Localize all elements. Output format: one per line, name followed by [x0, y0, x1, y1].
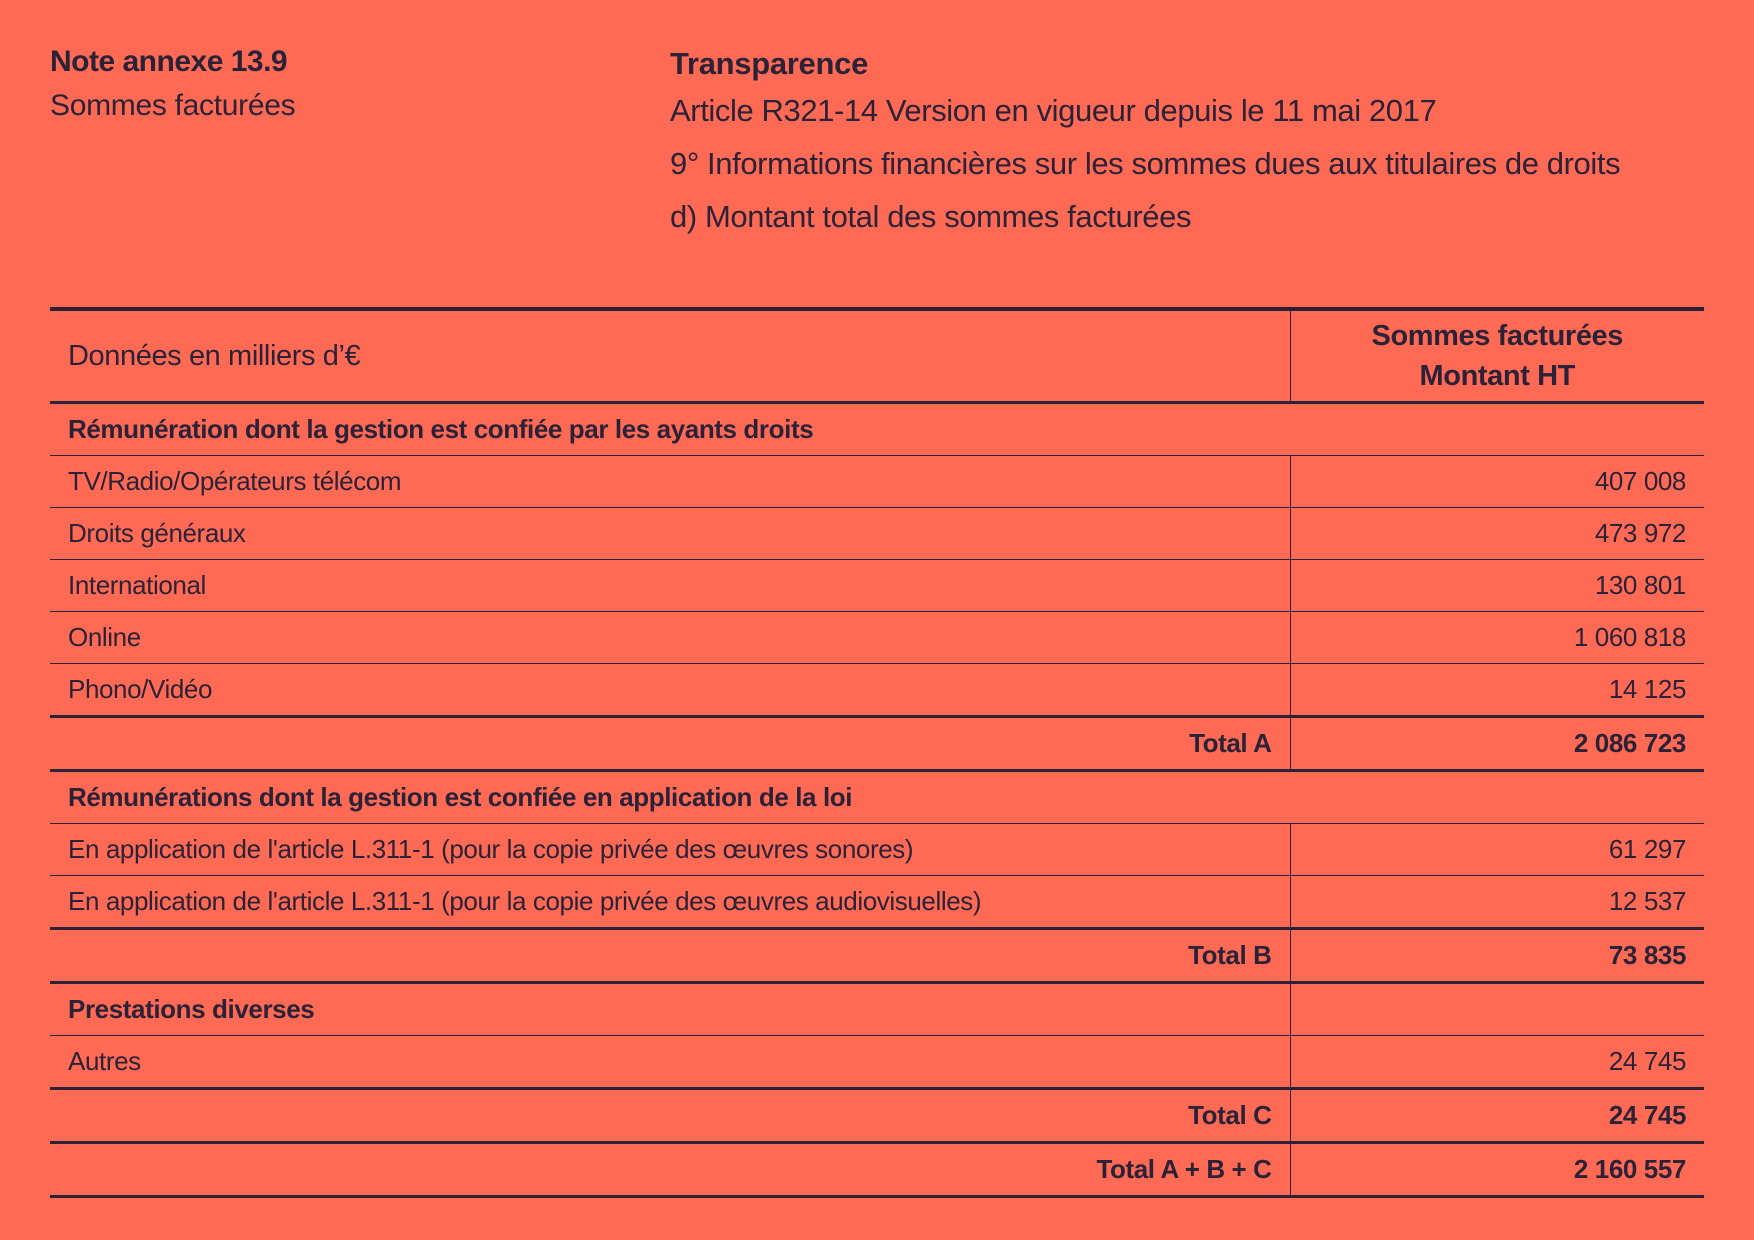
row-value: 14 125: [1290, 664, 1704, 717]
row-value: 130 801: [1290, 560, 1704, 612]
section-title: Rémunération dont la gestion est confiée par les ayants droits: [68, 414, 814, 444]
table-row: [50, 560, 1704, 612]
row-label: Autres: [68, 1046, 141, 1076]
table-header-row: [50, 309, 1704, 403]
transparence-line: Article R321-14 Version en vigueur depuis le 11 mai 2017: [670, 93, 1437, 128]
row-value: 24 745: [1290, 1036, 1704, 1089]
table-row: [50, 876, 1704, 929]
header-amount: [1290, 309, 1704, 403]
sommes-facturees-table: [50, 307, 1704, 1198]
section-empty-cell: [1290, 983, 1704, 1036]
transparence-title: Transparence: [670, 46, 869, 81]
header-amount-line1: Sommes facturées: [1371, 320, 1623, 352]
transparence-line: 9° Informations financières sur les sommes dues aux titulaires de droits: [670, 146, 1621, 181]
row-label: International: [68, 570, 206, 600]
row-label: Droits généraux: [68, 518, 246, 548]
table-row: [50, 824, 1704, 876]
row-value: 1 060 818: [1290, 612, 1704, 664]
section-header-c: [50, 983, 1704, 1036]
table-row: [50, 1036, 1704, 1089]
transparence-block: [670, 44, 1620, 243]
total-row-a: [50, 717, 1704, 771]
table-row: [50, 612, 1704, 664]
section-title: Rémunérations dont la gestion est confiée en application de la loi: [68, 782, 853, 812]
row-value: 473 972: [1290, 508, 1704, 560]
section-header-a: [50, 403, 1704, 456]
row-value: 61 297: [1290, 824, 1704, 876]
grand-total-row: [50, 1143, 1704, 1197]
note-header: [50, 44, 295, 124]
total-row-b: [50, 929, 1704, 983]
row-label: Phono/Vidéo: [68, 674, 213, 704]
row-value: 407 008: [1290, 456, 1704, 508]
table-row: [50, 664, 1704, 717]
total-value: 24 745: [1290, 1089, 1704, 1143]
total-label: Total B: [1188, 940, 1272, 970]
header-units: Données en milliers d’€: [68, 339, 361, 372]
table-row: [50, 508, 1704, 560]
row-label: En application de l'article L.311-1 (pour la copie privée des œuvres sonores): [68, 834, 914, 864]
grand-total-label: Total A + B + C: [1096, 1154, 1272, 1184]
table-row: [50, 456, 1704, 508]
row-label: Online: [68, 622, 141, 652]
total-value: 73 835: [1290, 929, 1704, 983]
total-label: Total A: [1189, 728, 1272, 758]
note-subtitle: Sommes facturées: [50, 89, 296, 122]
header-amount-line2: Montant HT: [1419, 360, 1575, 392]
row-value: 12 537: [1290, 876, 1704, 929]
row-label: TV/Radio/Opérateurs télécom: [68, 466, 402, 496]
total-row-c: [50, 1089, 1704, 1143]
note-title: Note annexe 13.9: [50, 45, 288, 78]
transparence-line: d) Montant total des sommes facturées: [670, 199, 1192, 234]
section-header-b: [50, 771, 1704, 824]
section-title: Prestations diverses: [68, 994, 315, 1024]
total-value: 2 086 723: [1290, 717, 1704, 771]
total-label: Total C: [1188, 1100, 1272, 1130]
grand-total-value: 2 160 557: [1290, 1143, 1704, 1197]
row-label: En application de l'article L.311-1 (pour la copie privée des œuvres audiovisuelles): [68, 886, 982, 916]
